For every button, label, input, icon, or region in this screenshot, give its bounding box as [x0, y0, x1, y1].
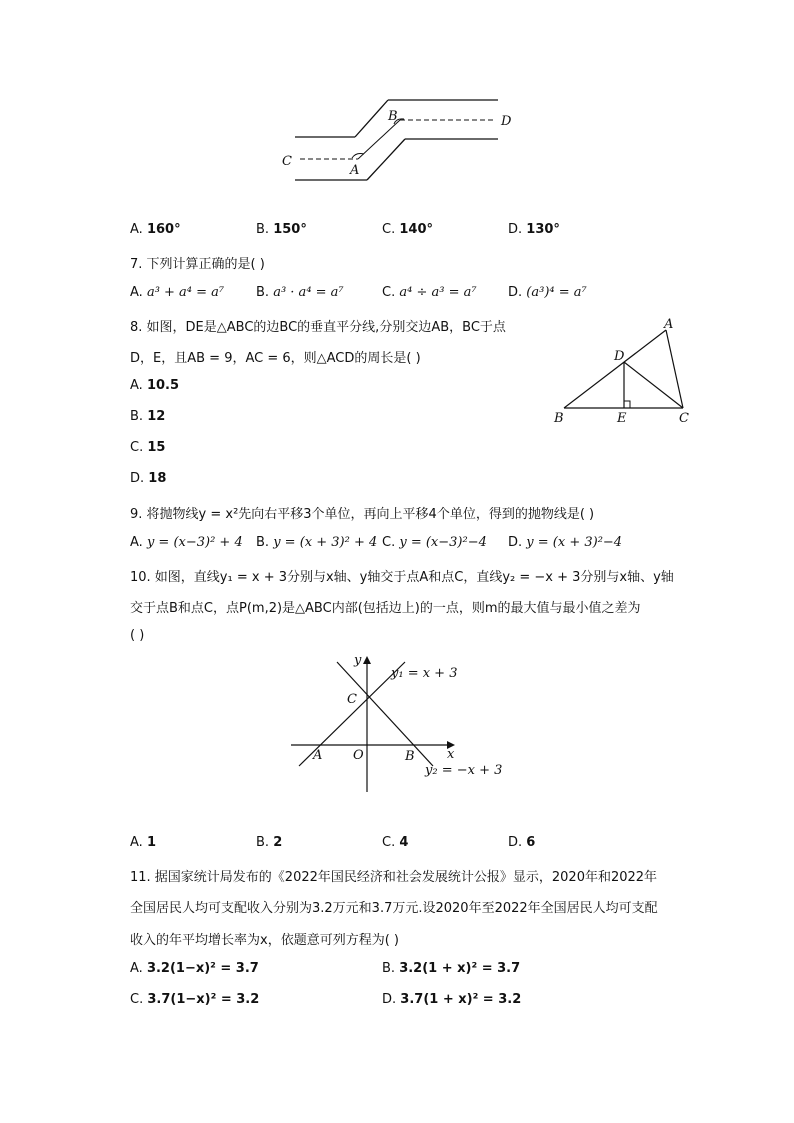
tri-label-e: E	[617, 411, 627, 426]
q10-stem-line3: ( )	[130, 628, 145, 643]
figure-q6-road-diagram	[270, 90, 530, 190]
q8-stem-line2: D，E，且AB = 9，AC = 6，则△ACD的周长是( )	[130, 351, 421, 366]
q10-option-c[interactable]: C. 4	[382, 835, 409, 850]
point-label-b: B	[388, 109, 398, 124]
q11-option-d[interactable]: D. 3.7(1 + x)² = 3.2	[382, 992, 522, 1007]
q11-option-c[interactable]: C. 3.7(1−x)² = 3.2	[130, 992, 260, 1007]
q9-option-c[interactable]: C. y = (x−3)²−4	[382, 535, 487, 550]
tri-label-a: A	[664, 317, 674, 332]
q6-option-a[interactable]: A. 160°	[130, 222, 181, 237]
tri-label-c: C	[679, 411, 689, 426]
axis-label-y: y	[354, 653, 362, 668]
point-label-d: D	[501, 114, 512, 129]
point-label-o: O	[353, 748, 364, 763]
q11-option-b[interactable]: B. 3.2(1 + x)² = 3.7	[382, 961, 521, 976]
q6-option-c[interactable]: C. 140°	[382, 222, 433, 237]
q8-option-d[interactable]: D. 18	[130, 471, 167, 486]
q7-option-c[interactable]: C. a⁴ ÷ a³ = a⁷	[382, 285, 477, 300]
q9-option-b[interactable]: B. y = (x + 3)² + 4	[256, 535, 378, 550]
q8-stem-line1: 8. 如图，DE是△ABC的边BC的垂直平分线,分别交边AB，BC于点	[130, 320, 506, 335]
q11-stem-line1: 11. 据国家统计局发布的《2022年国民经济和社会发展统计公报》显示，2020年和2022年	[130, 870, 658, 885]
q8-option-a[interactable]: A. 10.5	[130, 378, 180, 393]
q7-option-d[interactable]: D. (a³)⁴ = a⁷	[508, 285, 587, 300]
q10-option-a[interactable]: A. 1	[130, 835, 156, 850]
point-label-c: C	[282, 154, 292, 169]
q11-stem-line3: 收入的年平均增长率为x，依题意可列方程为( )	[130, 933, 399, 948]
point-label-a: A	[350, 163, 360, 178]
tri-label-b: B	[554, 411, 564, 426]
q10-stem-line1: 10. 如图，直线y₁ = x + 3分别与x轴、y轴交于点A和点C，直线y₂ = −x + 3分别与x轴、y轴	[130, 570, 674, 585]
q11-stem-line2: 全国居民人均可支配收入分别为3.2万元和3.7万元.设2020年至2022年全国居民人均可支配	[130, 901, 658, 916]
q9-option-d[interactable]: D. y = (x + 3)²−4	[508, 535, 623, 550]
q10-option-d[interactable]: D. 6	[508, 835, 536, 850]
q9-stem: 9. 将抛物线y = x²先向右平移3个单位，再向上平移4个单位，得到的抛物线是( )	[130, 507, 595, 522]
q10-option-b[interactable]: B. 2	[256, 835, 283, 850]
q8-option-b[interactable]: B. 12	[130, 409, 166, 424]
tri-label-d: D	[614, 349, 625, 364]
point-label-c: C	[347, 692, 357, 707]
q7-stem: 7. 下列计算正确的是( )	[130, 257, 265, 272]
q10-stem-line2: 交于点B和点C，点P(m,2)是△ABC内部(包括边上)的一点，则m的最大值与最小值之差为	[130, 601, 641, 616]
q8-option-c[interactable]: C. 15	[130, 440, 166, 455]
q9-option-a[interactable]: A. y = (x−3)² + 4	[130, 535, 243, 550]
q6-option-d[interactable]: D. 130°	[508, 222, 560, 237]
point-label-b: B	[405, 749, 415, 764]
line1-label: y₁ = x + 3	[391, 666, 458, 681]
line2-label: y₂ = −x + 3	[425, 763, 503, 778]
q6-option-b[interactable]: B. 150°	[256, 222, 307, 237]
q7-option-a[interactable]: A. a³ + a⁴ = a⁷	[130, 285, 225, 300]
q7-option-b[interactable]: B. a³ · a⁴ = a⁷	[256, 285, 344, 300]
q11-option-a[interactable]: A. 3.2(1−x)² = 3.7	[130, 961, 259, 976]
figure-q8-triangle	[548, 312, 708, 432]
point-label-a: A	[313, 748, 323, 763]
figure-q10-coordinate-plane	[285, 650, 525, 800]
axis-label-x: x	[447, 747, 455, 762]
